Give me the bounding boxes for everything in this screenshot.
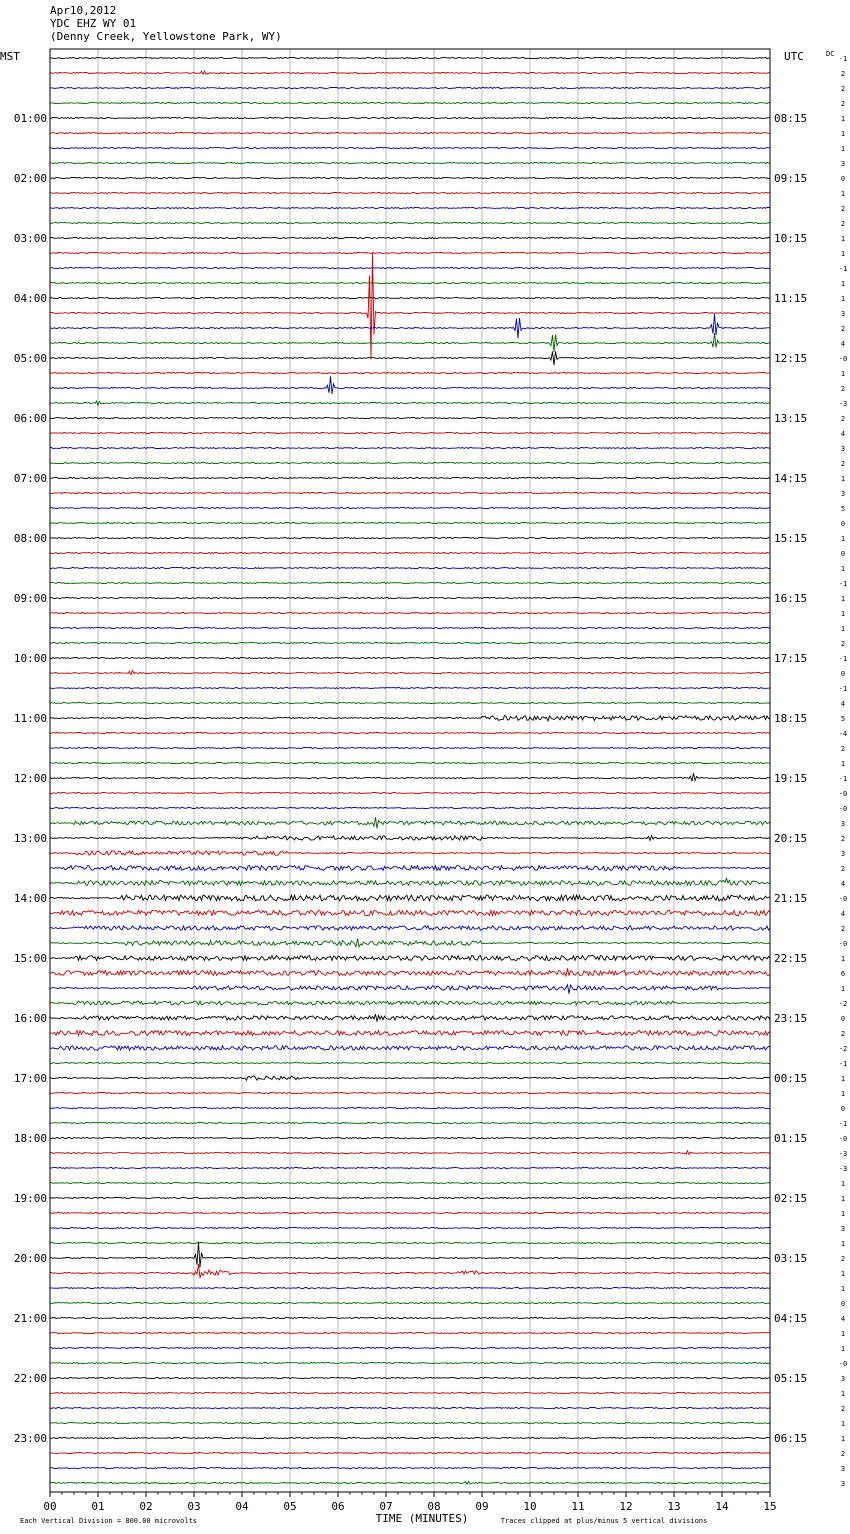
seismic-trace-22 — [50, 376, 770, 394]
seismic-trace-44 — [50, 716, 770, 721]
mst-hour-label: 17:00 — [13, 1072, 47, 1085]
seismic-trace-26 — [50, 447, 770, 448]
utc-hour-label: 10:15 — [774, 232, 808, 245]
seismic-trace-32 — [50, 537, 770, 538]
mst-hour-label: 04:00 — [13, 292, 47, 305]
seismic-trace-63 — [50, 1001, 770, 1005]
seismic-trace-79 — [50, 1242, 770, 1243]
vertical-division-note: Each Vertical Division = 800.00 microvolts — [20, 1517, 198, 1525]
dc-offset-label: 0 — [840, 670, 846, 678]
dc-offset-label: -0 — [838, 355, 848, 363]
dc-offset-label: -0 — [838, 805, 848, 813]
dc-offset-label: 5 — [840, 715, 846, 723]
station-location: (Denny Creek, Yellowstone Park, WY) — [50, 30, 282, 43]
x-axis-title: TIME (MINUTES) — [375, 1512, 469, 1525]
x-tick-label: 13 — [667, 1500, 681, 1513]
plot-date: Apr10,2012 — [50, 4, 117, 17]
dc-offset-label: 1 — [840, 1420, 846, 1428]
seismic-trace-62 — [50, 985, 770, 994]
mst-hour-label: 02:00 — [13, 172, 47, 185]
utc-hour-label: 09:15 — [774, 172, 808, 185]
dc-offset-label: 3 — [840, 490, 846, 498]
dc-offset-label: -1 — [838, 265, 848, 273]
seismic-trace-74 — [50, 1167, 770, 1168]
seismic-trace-56 — [50, 895, 770, 901]
dc-offset-label: -0 — [838, 940, 848, 948]
dc-offset-label: 3 — [840, 1225, 846, 1233]
x-tick-label: 07 — [379, 1500, 393, 1513]
seismic-trace-20 — [50, 352, 770, 366]
seismic-trace-78 — [50, 1227, 770, 1228]
seismic-trace-73 — [50, 1151, 770, 1155]
seismic-trace-5 — [50, 132, 770, 133]
dc-offset-label: 6 — [840, 970, 846, 978]
utc-hour-label: 16:15 — [774, 592, 808, 605]
dc-offset-label: 0 — [840, 520, 846, 528]
dc-offset-label: 2 — [840, 85, 846, 93]
clipping-note: Traces clipped at plus/minus 5 vertical divisions — [500, 1517, 708, 1525]
seismic-trace-37 — [50, 612, 770, 613]
dc-offset-label: 1 — [840, 115, 846, 123]
dc-offset-label: 4 — [840, 430, 846, 438]
x-tick-label: 00 — [43, 1500, 57, 1513]
x-tick-label: 01 — [91, 1500, 105, 1513]
dc-offset-label: 1 — [840, 1270, 846, 1278]
dc-offset-label: 2 — [840, 385, 846, 393]
seismic-trace-66 — [50, 1046, 770, 1050]
dc-offset-label: 0 — [840, 550, 846, 558]
utc-hour-label: 06:15 — [774, 1432, 808, 1445]
x-tick-label: 12 — [619, 1500, 633, 1513]
dc-offset-label: 1 — [840, 235, 846, 243]
dc-offset-label: 1 — [840, 1210, 846, 1218]
seismic-trace-90 — [50, 1407, 770, 1408]
seismic-trace-21 — [50, 372, 770, 373]
utc-hour-label: 12:15 — [774, 352, 808, 365]
dc-offset-label: 1 — [840, 145, 846, 153]
mst-hour-label: 13:00 — [13, 832, 47, 845]
seismic-trace-89 — [50, 1392, 770, 1393]
dc-offset-label: 0 — [840, 1300, 846, 1308]
seismic-trace-3 — [50, 102, 770, 103]
dc-offset-label: -3 — [838, 1165, 848, 1173]
dc-offset-label: -1 — [838, 685, 848, 693]
seismic-trace-94 — [50, 1467, 770, 1468]
dc-offset-label: 3 — [840, 160, 846, 168]
utc-hour-label: 02:15 — [774, 1192, 808, 1205]
seismic-trace-31 — [50, 522, 770, 523]
seismic-trace-7 — [50, 162, 770, 163]
seismic-trace-53 — [50, 851, 770, 855]
seismic-trace-19 — [50, 333, 770, 352]
seismic-trace-33 — [50, 552, 770, 553]
utc-hour-label: 17:15 — [774, 652, 808, 665]
seismic-trace-58 — [50, 926, 770, 930]
seismic-trace-43 — [50, 702, 770, 703]
seismic-trace-16 — [50, 297, 770, 298]
x-tick-label: 06 — [331, 1500, 345, 1513]
dc-offset-label: 2 — [840, 70, 846, 78]
seismic-trace-23 — [50, 401, 770, 405]
dc-offset-label: -4 — [838, 730, 848, 738]
mst-hour-label: 21:00 — [13, 1312, 47, 1325]
dc-offset-label: 1 — [840, 370, 846, 378]
seismic-trace-59 — [50, 938, 770, 946]
dc-offset-label: 1 — [840, 760, 846, 768]
seismic-traces — [50, 57, 770, 1484]
dc-offset-label: 1 — [840, 1240, 846, 1248]
dc-offset-label: 2 — [840, 460, 846, 468]
seismic-trace-11 — [50, 222, 770, 223]
mst-hour-label: 12:00 — [13, 772, 47, 785]
dc-offset-label: 1 — [840, 130, 846, 138]
utc-hour-label: 08:15 — [774, 112, 808, 125]
seismic-trace-87 — [50, 1362, 770, 1363]
dc-offset-label: 5 — [840, 505, 846, 513]
seismic-trace-9 — [50, 192, 770, 193]
utc-hour-label: 21:15 — [774, 892, 808, 905]
dc-offset-label: -1 — [838, 1060, 848, 1068]
seismic-trace-36 — [50, 597, 770, 598]
dc-offset-label: -2 — [838, 1000, 848, 1008]
seismic-trace-30 — [50, 507, 770, 508]
seismic-trace-86 — [50, 1347, 770, 1348]
dc-offset-label: 2 — [840, 1030, 846, 1038]
seismic-trace-84 — [50, 1317, 770, 1318]
dc-offset-label: 4 — [840, 1315, 846, 1323]
mst-hour-label: 14:00 — [13, 892, 47, 905]
dc-offset-label: 1 — [840, 535, 846, 543]
dc-offset-label: -0 — [838, 895, 848, 903]
dc-offset-label: 1 — [840, 1195, 846, 1203]
seismic-trace-2 — [50, 87, 770, 88]
x-tick-label: 05 — [283, 1500, 297, 1513]
seismic-trace-41 — [50, 670, 770, 674]
dc-offset-label: -3 — [838, 1150, 848, 1158]
dc-offset-label: -2 — [838, 1045, 848, 1053]
seismic-trace-54 — [50, 866, 770, 871]
dc-offset-label: 1 — [840, 1390, 846, 1398]
seismic-trace-60 — [50, 956, 770, 961]
dc-offset-label: 2 — [840, 415, 846, 423]
mst-hour-label: 20:00 — [13, 1252, 47, 1265]
dc-offset-label: 3 — [840, 1375, 846, 1383]
mst-hour-label: 09:00 — [13, 592, 47, 605]
seismic-trace-71 — [50, 1122, 770, 1123]
mst-hour-label: 11:00 — [13, 712, 47, 725]
dc-offset-label: 1 — [840, 1345, 846, 1353]
seismic-trace-15 — [50, 282, 770, 283]
dc-offset-label: 1 — [840, 190, 846, 198]
utc-hour-label: 00:15 — [774, 1072, 808, 1085]
seismic-trace-38 — [50, 627, 770, 628]
dc-offset-label: 2 — [840, 100, 846, 108]
seismic-trace-50 — [50, 807, 770, 808]
seismic-trace-77 — [50, 1212, 770, 1213]
mst-hour-label: 16:00 — [13, 1012, 47, 1025]
seismic-trace-82 — [50, 1287, 770, 1288]
seismic-trace-93 — [50, 1452, 770, 1453]
dc-offset-label: 2 — [840, 835, 846, 843]
utc-hour-label: 11:15 — [774, 292, 808, 305]
utc-hour-label: 19:15 — [774, 772, 808, 785]
dc-offset-label: 0 — [840, 175, 846, 183]
utc-hour-label: 13:15 — [774, 412, 808, 425]
seismic-trace-81 — [50, 1264, 770, 1278]
dc-offset-label: 1 — [840, 1090, 846, 1098]
seismic-trace-48 — [50, 773, 770, 781]
dc-offset-label: 1 — [840, 475, 846, 483]
seismic-trace-12 — [50, 237, 770, 238]
x-tick-label: 10 — [523, 1500, 537, 1513]
mst-hour-label: 23:00 — [13, 1432, 47, 1445]
utc-hour-label: 01:15 — [774, 1132, 808, 1145]
dc-offset-label: 1 — [840, 1180, 846, 1188]
dc-offset-label: 2 — [840, 1405, 846, 1413]
seismic-trace-8 — [50, 177, 770, 178]
dc-offset-label: 2 — [840, 865, 846, 873]
x-tick-label: 08 — [427, 1500, 441, 1513]
dc-offset-label: 3 — [840, 820, 846, 828]
seismic-trace-39 — [50, 642, 770, 643]
dc-offset-label: 2 — [840, 220, 846, 228]
utc-hour-label: 18:15 — [774, 712, 808, 725]
dc-offset-label: 1 — [840, 985, 846, 993]
seismic-trace-1 — [50, 71, 770, 74]
dc-offset-label: 1 — [840, 1435, 846, 1443]
seismic-trace-64 — [50, 1014, 770, 1022]
dc-offset-label: 1 — [840, 1330, 846, 1338]
seismic-trace-27 — [50, 462, 770, 463]
seismic-trace-83 — [50, 1302, 770, 1303]
dc-offset-label: 1 — [840, 595, 846, 603]
seismic-trace-85 — [50, 1332, 770, 1333]
seismic-trace-28 — [50, 477, 770, 478]
seismic-trace-10 — [50, 207, 770, 208]
dc-offset-label: 3 — [840, 310, 846, 318]
dc-offset-label: 1 — [840, 955, 846, 963]
seismic-trace-40 — [50, 657, 770, 658]
dc-offset-label: 3 — [840, 445, 846, 453]
seismic-trace-29 — [50, 492, 770, 493]
seismic-trace-68 — [50, 1076, 770, 1081]
dc-offset-label: -0 — [838, 790, 848, 798]
seismic-trace-47 — [50, 762, 770, 763]
minute-gridlines — [50, 49, 770, 1497]
dc-offset-label: 1 — [840, 295, 846, 303]
utc-hour-label: 03:15 — [774, 1252, 808, 1265]
utc-hour-label: 15:15 — [774, 532, 808, 545]
mst-hour-label: 07:00 — [13, 472, 47, 485]
mst-hour-label: 06:00 — [13, 412, 47, 425]
seismic-trace-42 — [50, 687, 770, 688]
mst-hour-label: 01:00 — [13, 112, 47, 125]
seismic-trace-69 — [50, 1092, 770, 1093]
dc-offset-label: 4 — [840, 880, 846, 888]
dc-offset-label: 4 — [840, 700, 846, 708]
dc-offset-label: 1 — [840, 250, 846, 258]
mst-hour-label: 08:00 — [13, 532, 47, 545]
dc-offset-label: 2 — [840, 1450, 846, 1458]
seismic-trace-13 — [50, 252, 770, 253]
dc-offset-label: 2 — [840, 205, 846, 213]
seismic-trace-45 — [50, 732, 770, 733]
seismic-trace-76 — [50, 1197, 770, 1198]
dc-label: DC — [826, 50, 835, 58]
x-tick-label: 04 — [235, 1500, 249, 1513]
dc-offset-label: -0 — [838, 1135, 848, 1143]
dc-offset-label: 1 — [840, 565, 846, 573]
seismic-trace-95 — [50, 1481, 770, 1484]
dc-offset-label: -1 — [838, 55, 848, 63]
dc-offset-label: 0 — [840, 1015, 846, 1023]
dc-offset-label: 2 — [840, 745, 846, 753]
seismic-trace-0 — [50, 57, 770, 58]
seismic-trace-24 — [50, 417, 770, 418]
seismic-trace-46 — [50, 747, 770, 748]
dc-offset-label: 1 — [840, 1285, 846, 1293]
seismic-trace-61 — [50, 968, 770, 976]
dc-offset-label: 2 — [840, 1255, 846, 1263]
x-tick-label: 14 — [715, 1500, 729, 1513]
dc-offset-label: 4 — [840, 910, 846, 918]
dc-offset-label: -3 — [838, 400, 848, 408]
seismic-trace-91 — [50, 1422, 770, 1423]
dc-offset-label: -1 — [838, 775, 848, 783]
dc-offset-label: 3 — [840, 1465, 846, 1473]
seismic-trace-6 — [50, 147, 770, 148]
utc-hour-label: 05:15 — [774, 1372, 808, 1385]
dc-offset-label: 1 — [840, 1075, 846, 1083]
mst-axis-label: MST — [0, 50, 20, 63]
seismic-trace-67 — [50, 1062, 770, 1063]
dc-offset-label: 1 — [840, 610, 846, 618]
mst-hour-label: 19:00 — [13, 1192, 47, 1205]
x-tick-label: 02 — [139, 1500, 153, 1513]
seismic-trace-72 — [50, 1137, 770, 1138]
dc-offset-label: 0 — [840, 1105, 846, 1113]
utc-hour-label: 14:15 — [774, 472, 808, 485]
seismic-trace-80 — [50, 1242, 770, 1268]
x-tick-label: 03 — [187, 1500, 201, 1513]
seismic-trace-52 — [50, 836, 770, 841]
dc-offset-label: 1 — [840, 280, 846, 288]
seismic-trace-55 — [50, 878, 770, 885]
mst-hour-label: 05:00 — [13, 352, 47, 365]
mst-hour-label: 18:00 — [13, 1132, 47, 1145]
mst-hour-label: 10:00 — [13, 652, 47, 665]
seismic-trace-14 — [50, 267, 770, 268]
seismic-trace-35 — [50, 582, 770, 583]
seismic-trace-88 — [50, 1377, 770, 1378]
plot-frame — [50, 49, 770, 1492]
mst-hour-label: 22:00 — [13, 1372, 47, 1385]
x-tick-label: 15 — [763, 1500, 777, 1513]
seismic-trace-51 — [50, 817, 770, 828]
dc-offset-label: -1 — [838, 580, 848, 588]
utc-hour-label: 23:15 — [774, 1012, 808, 1025]
dc-offset-label: 2 — [840, 640, 846, 648]
dc-offset-label: -1 — [838, 655, 848, 663]
dc-offset-label: 3 — [840, 1480, 846, 1488]
dc-offset-label: -0 — [838, 1360, 848, 1368]
x-tick-label: 11 — [571, 1500, 585, 1513]
dc-offset-label: 1 — [840, 625, 846, 633]
dc-offset-label: -1 — [838, 1120, 848, 1128]
station-code: YDC EHZ WY 01 — [50, 17, 137, 30]
seismic-trace-49 — [50, 792, 770, 793]
dc-offset-label: 4 — [840, 340, 846, 348]
dc-offset-label: 3 — [840, 850, 846, 858]
seismic-trace-65 — [50, 1031, 770, 1036]
utc-axis-label: UTC — [784, 50, 804, 63]
dc-offset-label: 2 — [840, 325, 846, 333]
seismic-trace-57 — [50, 910, 770, 915]
seismic-trace-92 — [50, 1437, 770, 1438]
seismic-trace-75 — [50, 1182, 770, 1183]
mst-hour-label: 03:00 — [13, 232, 47, 245]
seismic-trace-70 — [50, 1107, 770, 1108]
utc-hour-label: 04:15 — [774, 1312, 808, 1325]
utc-hour-label: 22:15 — [774, 952, 808, 965]
dc-offset-label: 2 — [840, 925, 846, 933]
seismic-trace-34 — [50, 567, 770, 568]
seismic-trace-25 — [50, 432, 770, 433]
seismic-trace-4 — [50, 117, 770, 118]
utc-hour-label: 20:15 — [774, 832, 808, 845]
mst-hour-label: 15:00 — [13, 952, 47, 965]
seismic-trace-18 — [50, 314, 770, 338]
x-tick-label: 09 — [475, 1500, 489, 1513]
